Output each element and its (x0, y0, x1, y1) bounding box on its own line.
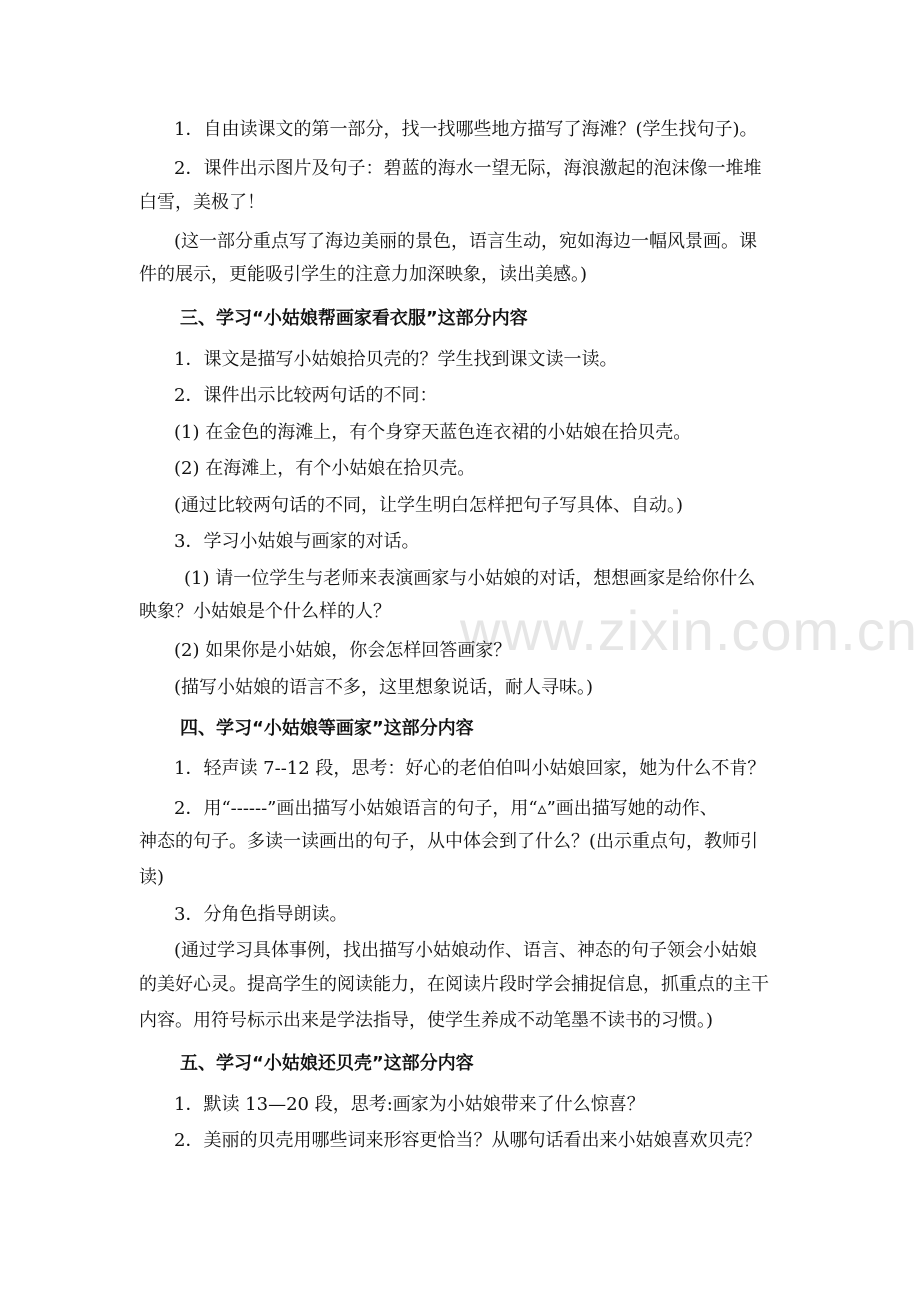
section-heading: 四、学习“小姑娘等画家”这部分内容 (180, 718, 474, 739)
paragraph-line: 读) (139, 867, 165, 888)
paragraph-line: 1．课文是描写小姑娘拾贝壳的？学生找到课文读一读。 (174, 349, 618, 370)
paragraph-line: 2．课件出示图片及句子：碧蓝的海水一望无际，海浪激起的泡沫像一堆堆 (174, 158, 762, 179)
paragraph-line: (2) 在海滩上，有个小姑娘在拾贝壳。 (174, 458, 476, 479)
paragraph-line: (2) 如果你是小姑娘，你会怎样回答画家？ (174, 640, 512, 661)
paragraph-line: 白雪，美极了！ (139, 192, 265, 213)
paragraph-line: 的美好心灵。提高学生的阅读能力，在阅读片段时学会捕捉信息，抓重点的主干 (139, 974, 769, 995)
paragraph-line: 1．轻声读 7--12 段，思考：好心的老伯伯叫小姑娘回家，她为什么不肯？ (174, 758, 766, 779)
paragraph-line: 神态的句子。多读一读画出的句子，从中体会到了什么？(出示重点句，教师引 (139, 831, 759, 852)
section-heading: 三、学习“小姑娘帮画家看衣服”这部分内容 (180, 308, 528, 329)
paragraph-line: (描写小姑娘的语言不多，这里想象说话，耐人寻味。) (174, 677, 594, 698)
paragraph-line: 内容。用符号标示出来是学法指导，使学生养成不动笔墨不读书的习惯。) (139, 1010, 714, 1031)
paragraph-line: 2．课件出示比较两句话的不同： (174, 385, 438, 406)
paragraph-line: (1) 请一位学生与老师来表演画家与小姑娘的对话，想想画家是给你什么 (184, 568, 756, 589)
paragraph-line: (通过学习具体事例，找出描写小姑娘动作、语言、神态的句子领会小姑娘 (174, 940, 758, 961)
paragraph-line: 2．美丽的贝壳用哪些词来形容更恰当？从哪句话看出来小姑娘喜欢贝壳？ (174, 1130, 762, 1151)
paragraph-line: 2．用“------”画出描写小姑娘语言的句子，用“▵”画出描写她的动作、 (174, 798, 718, 819)
watermark: www.zixin.com.cn (460, 599, 918, 662)
paragraph-line: 件的展示，更能吸引学生的注意力加深映象，读出美感。) (139, 264, 588, 285)
paragraph-line: 映象？小姑娘是个什么样的人？ (139, 601, 391, 622)
paragraph-line: 3．学习小姑娘与画家的对话。 (174, 531, 420, 552)
section-heading: 五、学习“小姑娘还贝壳”这部分内容 (180, 1053, 474, 1074)
paragraph-line: 1．默读 13—20 段，思考:画家为小姑娘带来了什么惊喜？ (174, 1094, 645, 1115)
paragraph-line: (通过比较两句话的不同，让学生明白怎样把句子写具体、自动。) (174, 495, 684, 516)
paragraph-line: (这一部分重点写了海边美丽的景色，语言生动，宛如海边一幅风景画。课 (174, 231, 758, 252)
paragraph-line: (1) 在金色的海滩上，有个身穿天蓝色连衣裙的小姑娘在拾贝壳。 (174, 422, 692, 443)
paragraph-line: 1．自由读课文的第一部分，找一找哪些地方描写了海滩？(学生找句子)。 (174, 119, 758, 140)
paragraph-line: 3．分角色指导朗读。 (174, 904, 348, 925)
